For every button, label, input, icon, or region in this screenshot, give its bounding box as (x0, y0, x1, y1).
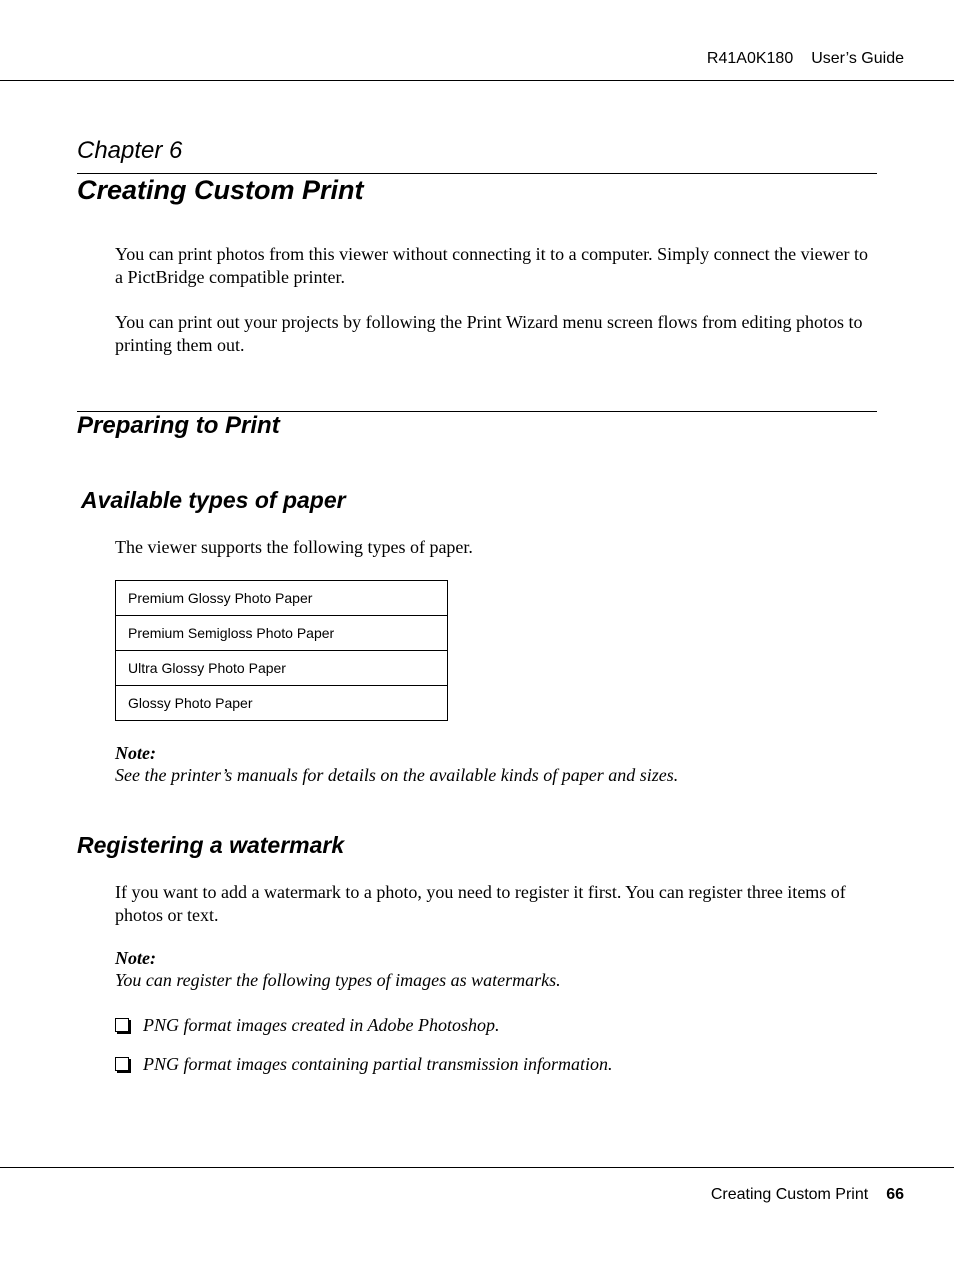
intro-paragraph-1: You can print photos from this viewer without connecting it to a computer. Simply connect the viewer to a PictBridge compatible printer. (115, 244, 869, 287)
note-text: See the printer’s manuals for details on the available kinds of paper and sizes. (115, 765, 679, 785)
table-cell: Glossy Photo Paper (116, 686, 448, 721)
table-row (116, 616, 448, 651)
list-item (115, 1015, 499, 1036)
paper-types-table (115, 580, 448, 721)
running-header (707, 50, 904, 68)
table-row (116, 581, 448, 616)
running-footer (711, 1186, 904, 1204)
note-text: You can register the following types of images as watermarks. (115, 970, 561, 990)
page-number: 66 (886, 1186, 904, 1203)
checkbox-bullet-icon (115, 1018, 129, 1032)
header-rule (0, 80, 954, 81)
list-item (115, 1054, 613, 1075)
note-label: Note: (115, 743, 156, 763)
table-cell: Premium Glossy Photo Paper (116, 581, 448, 616)
watermark-heading: Registering a watermark (77, 832, 345, 858)
paper-types-heading: Available types of paper (81, 487, 346, 513)
table-row (116, 651, 448, 686)
paper-types-intro: The viewer supports the following types of paper. (115, 537, 473, 557)
table-cell: Ultra Glossy Photo Paper (116, 651, 448, 686)
table-cell: Premium Semigloss Photo Paper (116, 616, 448, 651)
guide-title: User’s Guide (811, 50, 904, 67)
chapter-title: Creating Custom Print (77, 175, 364, 205)
chapter-rule (77, 173, 877, 174)
list-item-text: PNG format images created in Adobe Photoshop. (143, 1015, 500, 1035)
table-row (116, 686, 448, 721)
checkbox-bullet-icon (115, 1057, 129, 1071)
section-title: Preparing to Print (77, 412, 280, 439)
intro-paragraph-2: You can print out your projects by following the Print Wizard menu screen flows from editing photos to printing them out. (115, 312, 863, 355)
footer-rule (0, 1167, 954, 1168)
watermark-intro: If you want to add a watermark to a photo, you need to register it first. You can register three items of photos or text. (115, 882, 846, 925)
chapter-label: Chapter 6 (77, 137, 183, 164)
footer-section: Creating Custom Print (710, 1186, 869, 1203)
note-label: Note: (115, 948, 156, 968)
list-item-text: PNG format images containing partial transmission information. (143, 1054, 613, 1074)
document-id: R41A0K180 (706, 50, 794, 67)
